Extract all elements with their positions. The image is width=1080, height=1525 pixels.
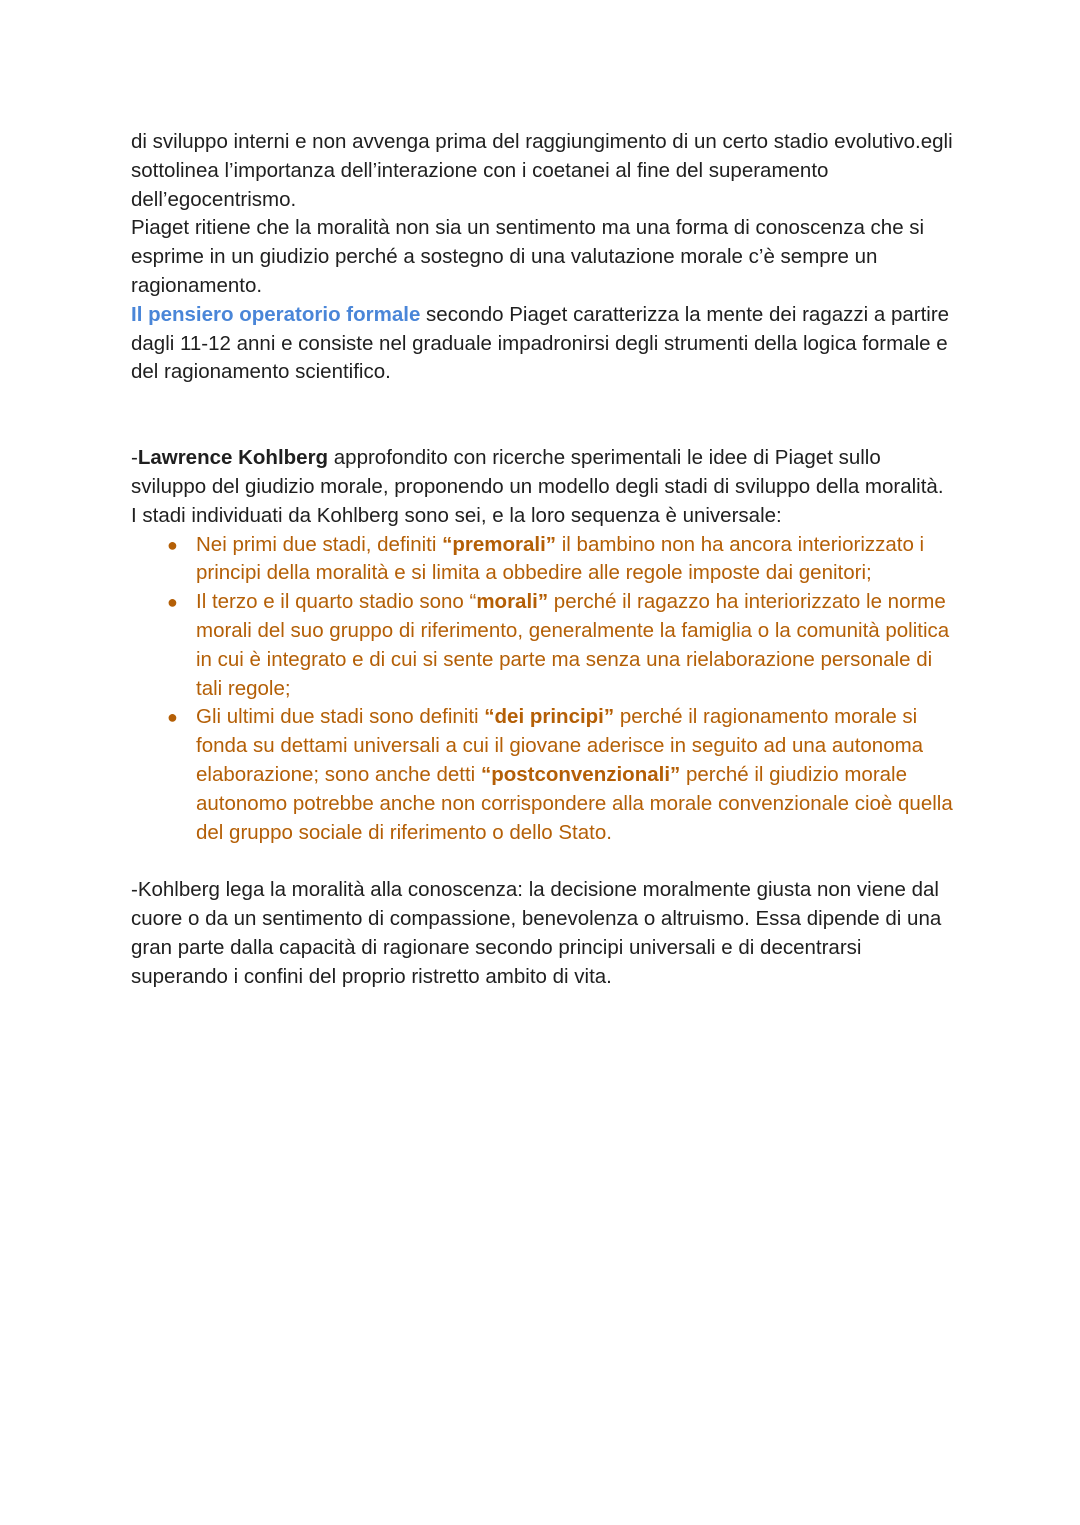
stage-text: il bambino non ha ancora interiorizzato i principi della moralità e si limita a obbedire alle regole imposte dai genitori; [196,532,925,585]
stage-text: Il terzo e il quarto stadio sono “ [196,590,477,614]
stages-list [131,531,961,848]
stage-text: perché il ragazzo ha interiorizzato le norme morali del suo gruppo di riferimento, generalmente la famiglia o la comunità politica in cui è integrato e di cui si sente parte ma senza una rielaborazione personale di tali regole; [196,590,950,700]
document-page [131,128,961,992]
stage-text: perché il ragionamento morale si fonda su dettami universali a cui il giovane aderisce in seguito ad una autonoma elaborazione; sono anche detti [196,705,924,786]
list-item-moral [131,588,961,703]
spacer [131,847,961,876]
term-postconvenzionali: “postconvenzionali” [480,762,681,786]
list-item-principles [131,703,961,847]
formal-operational-text: secondo Piaget caratterizza la mente dei ragazzi a partire dagli 11-12 anni e consiste nel graduale impadronirsi degli strumenti della logica formale e del ragionamento scientifico. [131,302,950,384]
term-premorali: “premorali” [442,532,557,556]
stage-text: Nei primi due stadi, definiti [196,532,443,556]
bullet-icon: ● [167,707,178,728]
kohlberg-intro-text: approfondito con ricerche sperimentali le idee di Piaget sullo sviluppo del giudizio morale, proponendo un modello degli stadi di sviluppo della moralità. [131,446,944,498]
kohlberg-name: Lawrence Kohlberg [137,446,329,470]
paragraph-stages-intro: I stadi individuati da Kohlberg sono sei, e la loro sequenza è universale: [131,503,782,527]
list-item-premoral [131,531,961,589]
paragraph-formal-operational [131,301,961,387]
bullet-icon: ● [167,592,178,613]
spacer [131,387,961,444]
highlight-formal-operational-thought: Il pensiero operatorio formale [131,302,421,326]
paragraph-kohlberg-intro [131,444,961,502]
dash-prefix: - [131,446,138,470]
paragraph-kohlberg-knowledge: -Kohlberg lega la moralità alla conoscenza: la decisione moralmente giusta non viene dal cuore o da un sentimento di compassione, benevolenza o altruismo. Essa dipende di una gran parte dalla capacità di ragionare secondo principi universali e di decentrarsi superando i confini del proprio ristretto ambito di vita. [131,878,942,988]
paragraph-piaget-development: di sviluppo interni e non avvenga prima del raggiungimento di un certo stadio evolutivo.egli sottolinea l’importanza dell’interazione con i coetanei al fine del superamento dell’egocentrismo. [131,130,953,211]
term-morali: morali” [476,590,549,614]
bullet-icon: ● [167,534,178,555]
stage-text: perché il giudizio morale autonomo potrebbe anche non corrispondere alla morale convenzionale cioè quella del gruppo sociale di riferimento o dello Stato. [196,762,953,844]
term-dei-principi: “dei principi” [484,705,615,729]
stage-text: Gli ultimi due stadi sono definiti [196,705,485,729]
paragraph-piaget-morality: Piaget ritiene che la moralità non sia un sentimento ma una forma di conoscenza che si esprime in un giudizio perché a sostegno di una valutazione morale c’è sempre un ragionamento. [131,216,925,297]
